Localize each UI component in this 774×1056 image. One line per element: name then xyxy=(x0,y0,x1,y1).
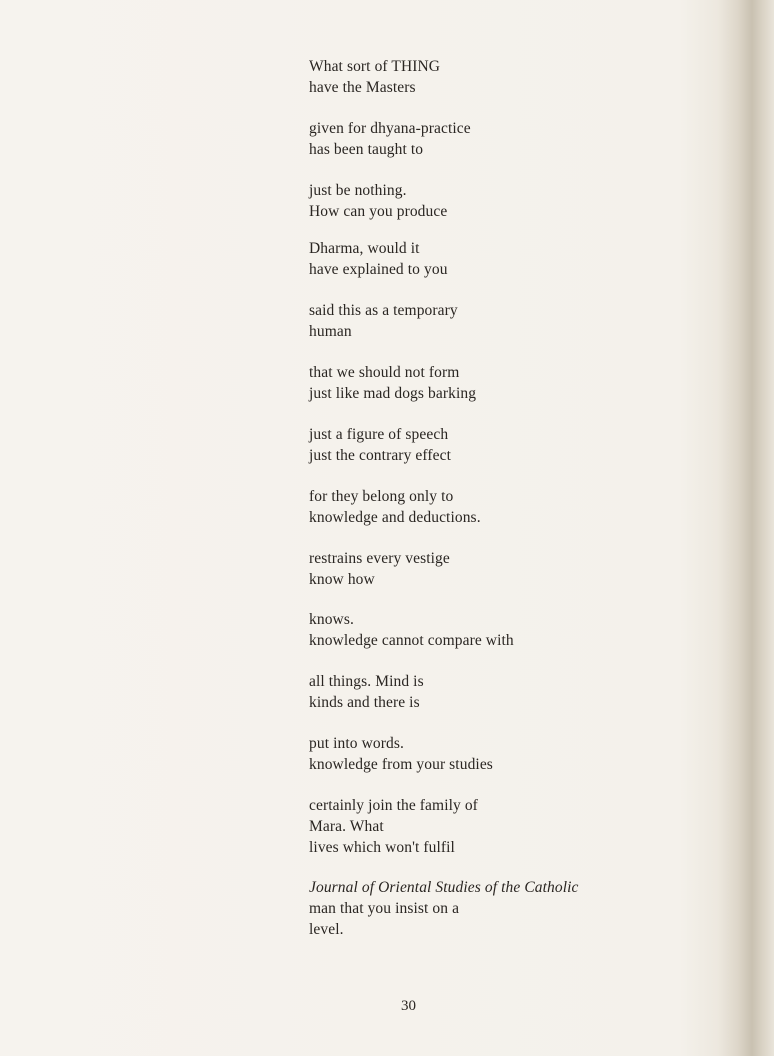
poem-line: knows. xyxy=(309,611,354,628)
poem-line: all things. Mind is xyxy=(309,673,424,690)
stanza xyxy=(309,796,478,858)
stanza xyxy=(309,363,476,405)
poem-line: certainly join the family of xyxy=(309,797,478,814)
poem-line: just a figure of speech xyxy=(309,426,449,443)
poem-line: kinds and there is xyxy=(309,693,420,711)
poem-line: knowledge cannot compare with xyxy=(309,631,514,649)
stanza xyxy=(309,181,447,223)
stanza xyxy=(309,610,514,652)
poem-line: have the Masters xyxy=(309,78,416,96)
poem-line-italic-title: Journal of Oriental Studies of the Catholic xyxy=(309,879,579,896)
poem-line: just be nothing. xyxy=(309,182,407,199)
stanza xyxy=(309,301,458,343)
page-number: 30 xyxy=(401,998,416,1014)
poem-line: put into words. xyxy=(309,735,404,752)
poem-line: just the contrary effect xyxy=(309,446,451,464)
stanza xyxy=(309,878,579,940)
poem-line: said this as a temporary xyxy=(309,302,458,319)
poem-line: for they belong only to xyxy=(309,488,454,505)
poem-line: level. xyxy=(309,920,344,938)
poem-line: has been taught to xyxy=(309,140,424,158)
stanza xyxy=(309,549,450,591)
poem-line: Mara. What xyxy=(309,817,384,835)
poem-line: human xyxy=(309,322,352,340)
stanza xyxy=(309,119,471,161)
stanza xyxy=(309,672,424,714)
poem-line: knowledge and deductions. xyxy=(309,508,481,526)
poem-line: just like mad dogs barking xyxy=(309,384,477,402)
stanza xyxy=(309,239,448,281)
poem-line: know how xyxy=(309,570,375,588)
poem-line: Dharma, would it xyxy=(309,240,420,257)
stanza xyxy=(309,487,481,529)
stanza xyxy=(309,734,493,776)
poem-line: How can you produce xyxy=(309,202,448,220)
poem-line: that we should not form xyxy=(309,364,460,381)
poem-line: What sort of THING xyxy=(309,58,441,75)
stanza xyxy=(309,57,440,99)
poem-line: knowledge from your studies xyxy=(309,755,493,773)
poem-line: lives which won't fulfil xyxy=(309,838,455,856)
poem-line: man that you insist on a xyxy=(309,899,460,917)
stanza xyxy=(309,425,451,467)
poem-line: have explained to you xyxy=(309,260,448,278)
poem-line: restrains every vestige xyxy=(309,550,450,567)
poem-line: given for dhyana-practice xyxy=(309,120,471,137)
